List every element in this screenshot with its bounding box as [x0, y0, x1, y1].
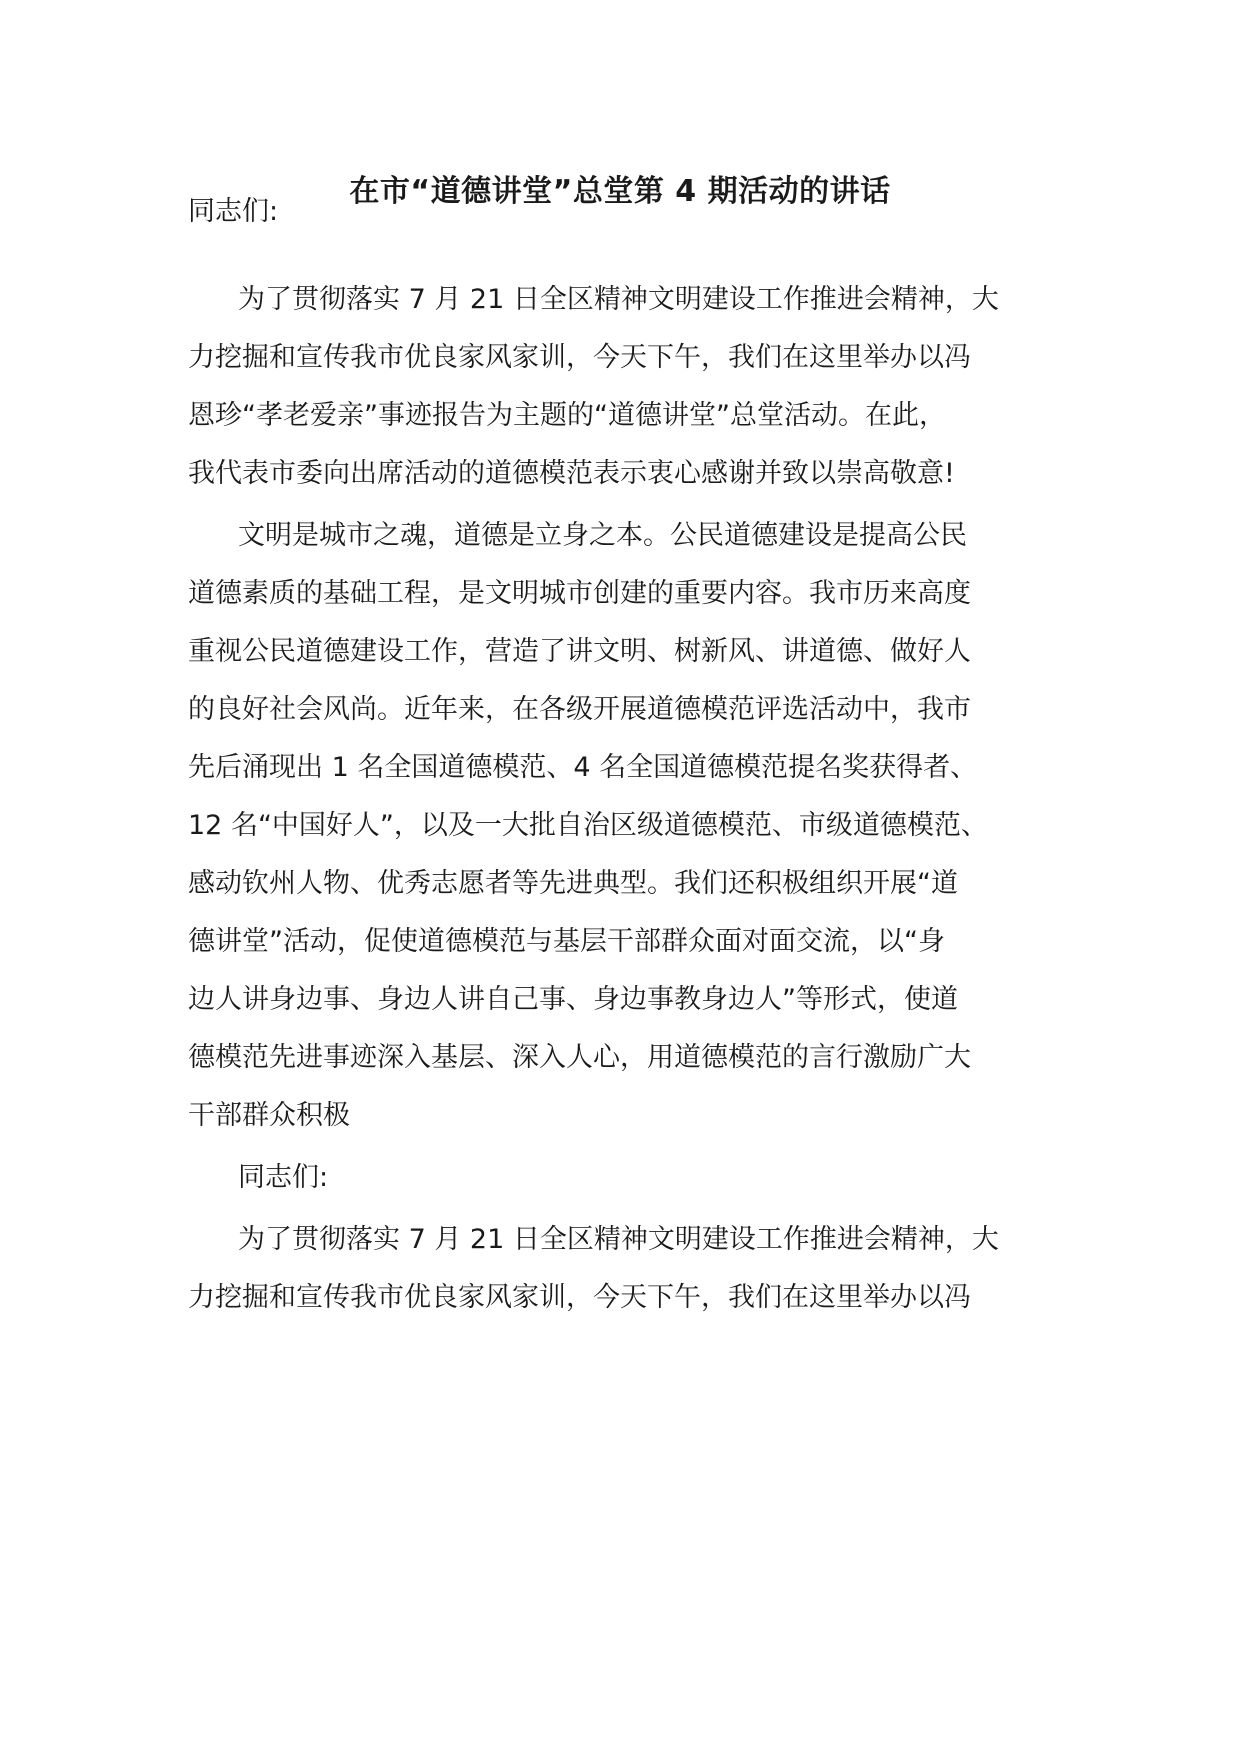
- body-line: 重视公民道德建设工作，营造了讲文明、树新风、讲道德、做好人: [188, 636, 971, 667]
- body-line: 文明是城市之魂，道德是立身之本。公民道德建设是提高公民: [238, 520, 967, 551]
- body-line: 感动钦州人物、优秀志愿者等先进典型。我们还积极组织开展“道: [188, 868, 958, 899]
- body-line: 恩珍“孝老爱亲”事迹报告为主题的“道德讲堂”总堂活动。在此，: [188, 400, 946, 431]
- body-line: 先后涌现出 1 名全国道德模范、4 名全国道德模范提名奖获得者、: [188, 752, 978, 783]
- body-line: 道德素质的基础工程，是文明城市创建的重要内容。我市历来高度: [188, 578, 971, 609]
- body-line: 为了贯彻落实 7 月 21 日全区精神文明建设工作推进会精神，大: [238, 284, 999, 315]
- greeting-line: 同志们:: [188, 196, 279, 227]
- body-line: 干部群众积极: [188, 1100, 350, 1131]
- document-title: 在市“道德讲堂”总堂第 4 期活动的讲话: [349, 174, 891, 209]
- body-line: 德模范先进事迹深入基层、深入人心，用道德模范的言行激励广大: [188, 1042, 971, 1073]
- body-line: 力挖掘和宣传我市优良家风家训，今天下午，我们在这里举办以冯: [188, 1282, 971, 1313]
- greeting-line: 同志们:: [238, 1162, 329, 1193]
- body-line: 12 名“中国好人”，以及一大批自治区级道德模范、市级道德模范、: [188, 810, 988, 841]
- body-line: 边人讲身边事、身边人讲自己事、身边事教身边人”等形式，使道: [188, 984, 958, 1015]
- body-line: 我代表市委向出席活动的道德模范表示衷心感谢并致以崇高敬意!: [188, 458, 955, 489]
- body-line: 为了贯彻落实 7 月 21 日全区精神文明建设工作推进会精神，大: [238, 1224, 999, 1255]
- body-line: 力挖掘和宣传我市优良家风家训，今天下午，我们在这里举办以冯: [188, 342, 971, 373]
- body-line: 的良好社会风尚。近年来，在各级开展道德模范评选活动中，我市: [188, 694, 971, 725]
- body-line: 德讲堂”活动，促使道德模范与基层干部群众面对面交流，以“身: [188, 926, 945, 957]
